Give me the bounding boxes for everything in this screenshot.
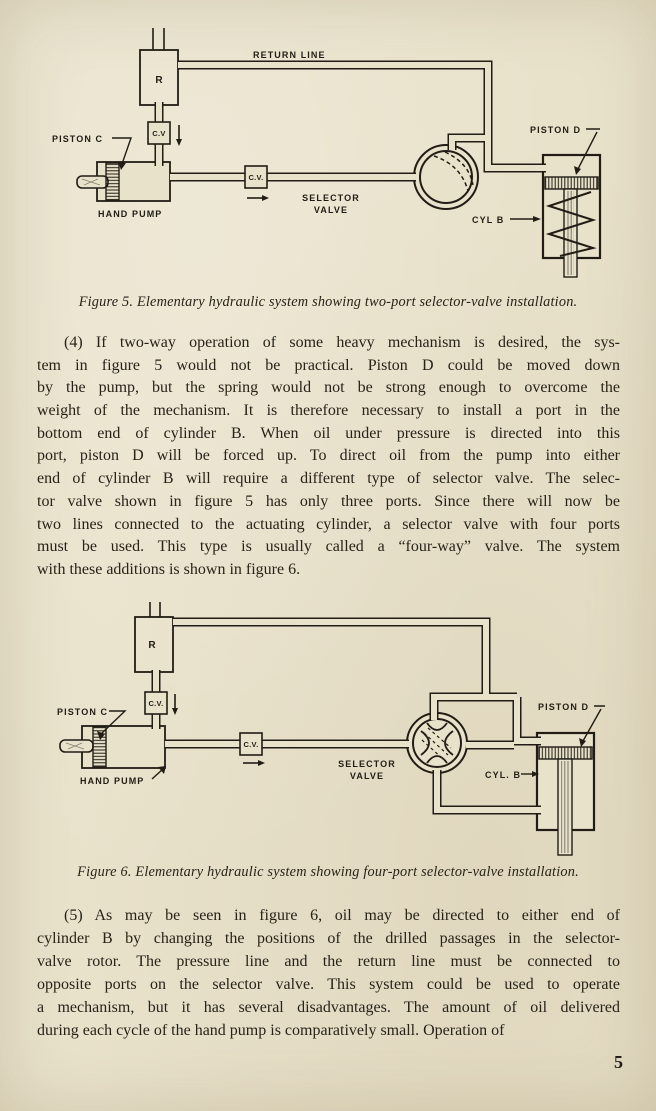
body-line: opposite ports on the selector valve. This system could be used to operate <box>37 976 620 993</box>
body-line: (5) As may be seen in figure 6, oil may be directed to either end of <box>64 907 620 924</box>
check-valve-upper-label: C.V <box>152 129 166 138</box>
piston-d <box>545 177 598 189</box>
body-line: end of cylinder B will require a different type of selector valve. The selec- <box>37 470 620 488</box>
body-line: cylinder B by changing the positions of the drilled passages in the selector- <box>37 930 620 947</box>
check-valve-upper <box>145 692 178 715</box>
reservoir-tank <box>135 602 173 672</box>
check-valve-upper <box>148 122 182 146</box>
reservoir-tank <box>140 28 178 105</box>
body-line: bottom end of cylinder B. When oil under pressure is directed into this <box>37 424 620 442</box>
reservoir-label: R <box>148 640 156 651</box>
body-line: during each cycle of the hand pump is comparatively small. Operation of <box>37 1022 505 1039</box>
body-line: with these additions is shown in figure 6. <box>37 560 301 578</box>
figure6-diagram <box>0 598 656 862</box>
pump-handle-rod <box>77 176 108 188</box>
selector-valve-label-2: VALVE <box>349 771 385 781</box>
selector-valve-label-2: VALVE <box>313 205 349 215</box>
selector-valve <box>414 145 478 209</box>
body-line: a mechanism, but it has several disadvantages. The amount of oil delivered <box>37 999 620 1016</box>
body-line: must be used. This type is usually called a “four-way” valve. The system <box>37 538 620 556</box>
body-line: by the pump, but the spring would not be strong enough to overcome the <box>37 379 620 397</box>
piston-c-leader <box>112 138 131 164</box>
body-line: port, piston D will be forced up. To direct oil from the pump into either <box>37 447 620 465</box>
cyl-b-label: CYL B <box>472 215 505 225</box>
page-number: 5 <box>614 1052 623 1072</box>
piston-c-label: PISTON C <box>57 707 109 717</box>
body-line: valve rotor. The pressure line and the return line must be connected to <box>37 953 620 970</box>
body-line: weight of the mechanism. It is therefore necessary to install a port in the <box>37 402 620 420</box>
pipes-inner <box>159 65 546 177</box>
vent-pipe <box>153 28 164 50</box>
selector-valve-label-1: SELECTOR <box>302 193 360 203</box>
body-line: tem in figure 5 would not be practical. Piston D could be moved down <box>37 356 620 374</box>
figure6-caption: Figure 6. Elementary hydraulic system showing four-port selector-valve installation. <box>77 864 579 880</box>
return-line-label: RETURN LINE <box>253 50 326 60</box>
reservoir-label: R <box>155 75 163 86</box>
hand-pump <box>60 726 165 768</box>
check-valve-line-label: C.V. <box>248 173 264 182</box>
hand-pump-label: HAND PUMP <box>80 776 145 786</box>
hand-pump-label: HAND PUMP <box>98 209 163 219</box>
paragraph-5 <box>37 904 620 1042</box>
pump-handle-rod <box>60 740 93 752</box>
vent-pipe <box>150 602 160 617</box>
piston-d <box>539 747 592 759</box>
paragraph-4 <box>37 332 620 582</box>
pipes-inner <box>156 622 541 810</box>
piston-c <box>106 163 119 200</box>
cyl-b-label: CYL. B <box>485 770 522 780</box>
selector-valve-label-1: SELECTOR <box>338 759 396 769</box>
hand-pump <box>77 162 170 201</box>
body-line: two lines connected to the actuating cylinder, a selector valve with four ports <box>37 515 620 533</box>
check-valve-upper-label: C.V. <box>148 699 164 708</box>
figure5-diagram <box>0 22 656 294</box>
body-line: (4) If two-way operation of some heavy mechanism is desired, the sys- <box>64 334 620 351</box>
check-valve-line <box>240 733 265 766</box>
check-valve-line-label: C.V. <box>243 740 259 749</box>
piston-c-label: PISTON C <box>52 134 104 144</box>
body-line: tor valve shown in figure 5 has only three ports. Since there will now be <box>37 492 620 510</box>
figure5-caption: Figure 5. Elementary hydraulic system showing two-port selector-valve installation. <box>78 294 578 310</box>
selector-valve <box>407 713 467 773</box>
piston-d-label: PISTON D <box>530 125 582 135</box>
piston-d-label: PISTON D <box>538 702 590 712</box>
check-valve-line <box>245 166 269 201</box>
